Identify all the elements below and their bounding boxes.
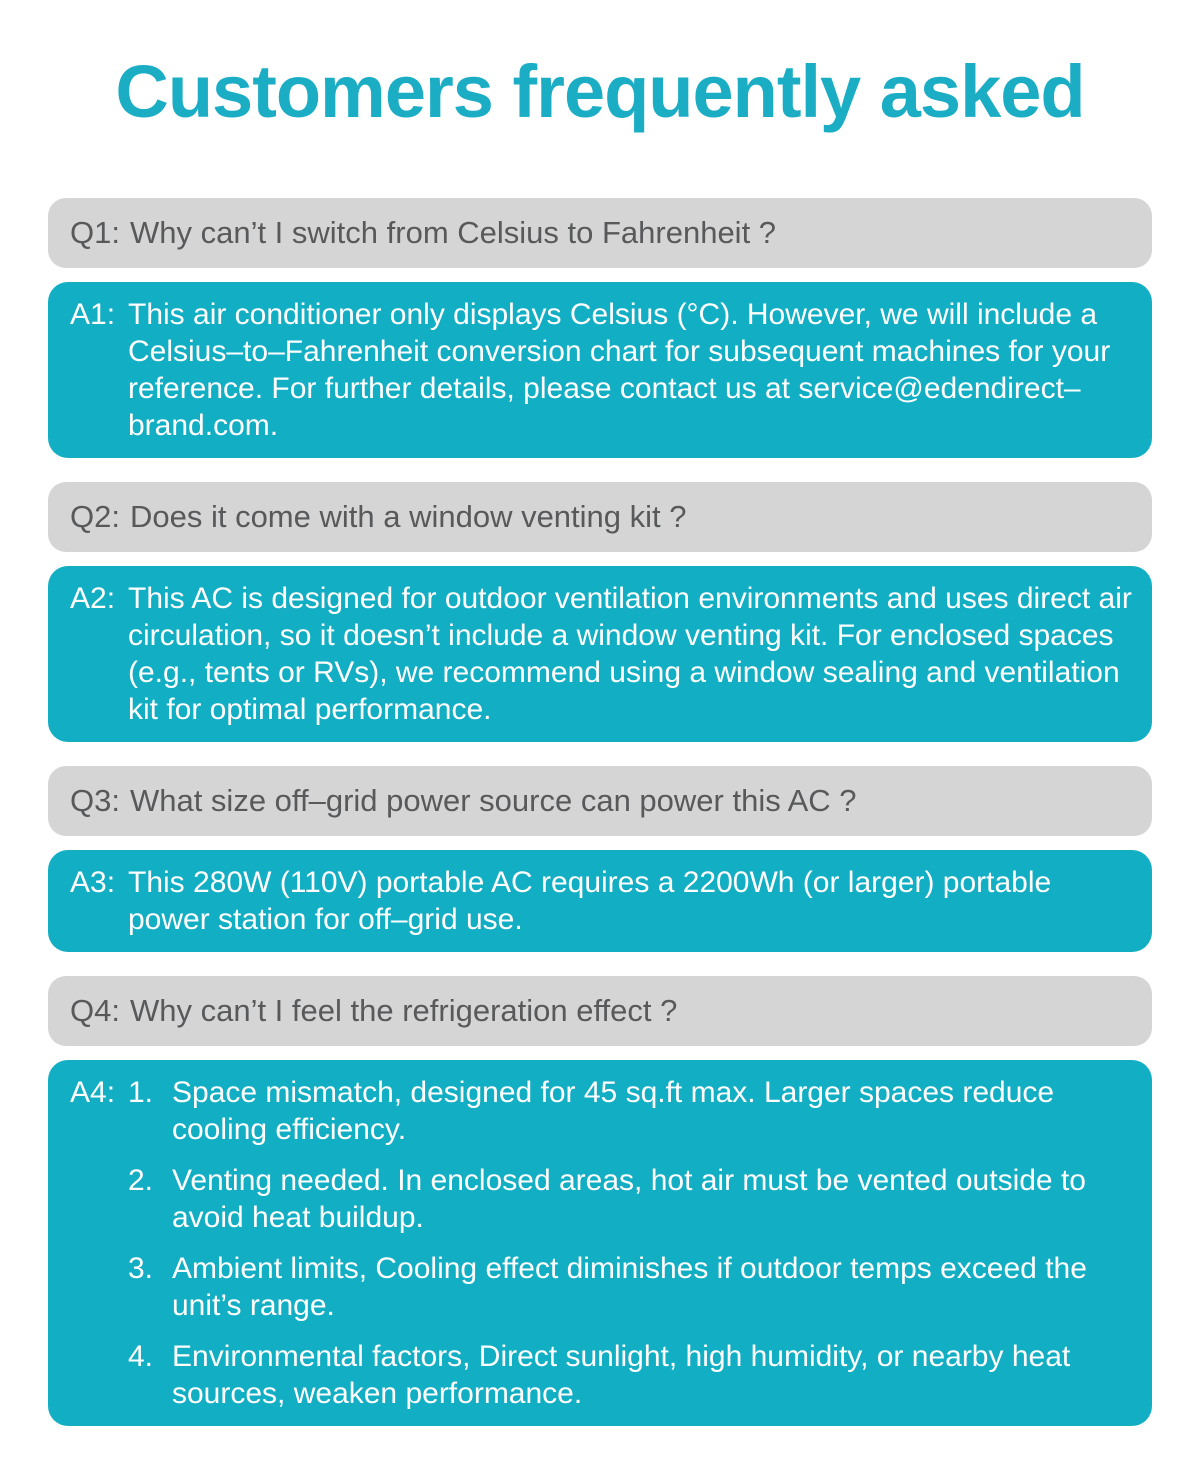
answer-box-1 [48, 282, 1152, 458]
list-item-text: Ambient limits, Cooling effect diminishes if outdoor temps exceed the unit’s range. [172, 1252, 1087, 1322]
answer-label: A1: [70, 298, 116, 331]
question-label: Q4: [70, 993, 120, 1028]
answer-box-4 [48, 1060, 1152, 1426]
answer-text: This air conditioner only displays Celsius (°C). However, we will include a Celsius–to–Fahrenheit conversion chart for subsequent machines for your reference. For further details, please contact us at service@edendirect–brand.com. [128, 298, 1111, 442]
question-label: Q2: [70, 499, 120, 534]
answer-box-3 [48, 850, 1152, 952]
answer-list-item [128, 1162, 1136, 1236]
answer-text: This 280W (110V) portable AC requires a 2200Wh (or larger) portable power station for off–grid use. [128, 866, 1052, 936]
answer-label: A2: [70, 582, 116, 615]
answer-box-2 [48, 566, 1152, 742]
answer-list-item [128, 1250, 1136, 1324]
list-item-number: 3. [128, 1252, 154, 1285]
question-bar-4 [48, 976, 1152, 1046]
question-bar-1 [48, 198, 1152, 268]
answer-list-item [128, 1074, 1136, 1148]
answer-list-item [128, 1338, 1136, 1412]
question-label: Q1: [70, 215, 120, 250]
question-text: Why can’t I feel the refrigeration effect ? [129, 993, 678, 1028]
answer-text: This AC is designed for outdoor ventilation environments and uses direct air circulation, so it doesn’t include a window venting kit. For enclosed spaces (e.g., tents or RVs), we recommend using a window sealing and ventilation kit for optimal performance. [128, 582, 1132, 726]
page-title: Customers frequently asked [115, 50, 1085, 133]
list-item-text: Environmental factors, Direct sunlight, high humidity, or nearby heat sources, weaken performance. [172, 1340, 1071, 1410]
answer-label: A3: [70, 866, 116, 899]
answer-list [128, 1074, 1136, 1412]
question-text: What size off–grid power source can power this AC ? [129, 783, 857, 818]
list-item-text: Space mismatch, designed for 45 sq.ft max. Larger spaces reduce cooling efficiency. [172, 1076, 1055, 1146]
list-item-text: Venting needed. In enclosed areas, hot air must be vented outside to avoid heat buildup. [172, 1164, 1086, 1234]
list-item-number: 4. [128, 1340, 154, 1373]
question-label: Q3: [70, 783, 120, 818]
question-text: Why can’t I switch from Celsius to Fahrenheit ? [129, 215, 777, 250]
answer-label: A4: [70, 1076, 116, 1109]
list-item-number: 2. [128, 1164, 154, 1197]
question-bar-3 [48, 766, 1152, 836]
question-text: Does it come with a window venting kit ? [129, 499, 687, 534]
question-bar-2 [48, 482, 1152, 552]
list-item-number: 1. [128, 1076, 154, 1109]
